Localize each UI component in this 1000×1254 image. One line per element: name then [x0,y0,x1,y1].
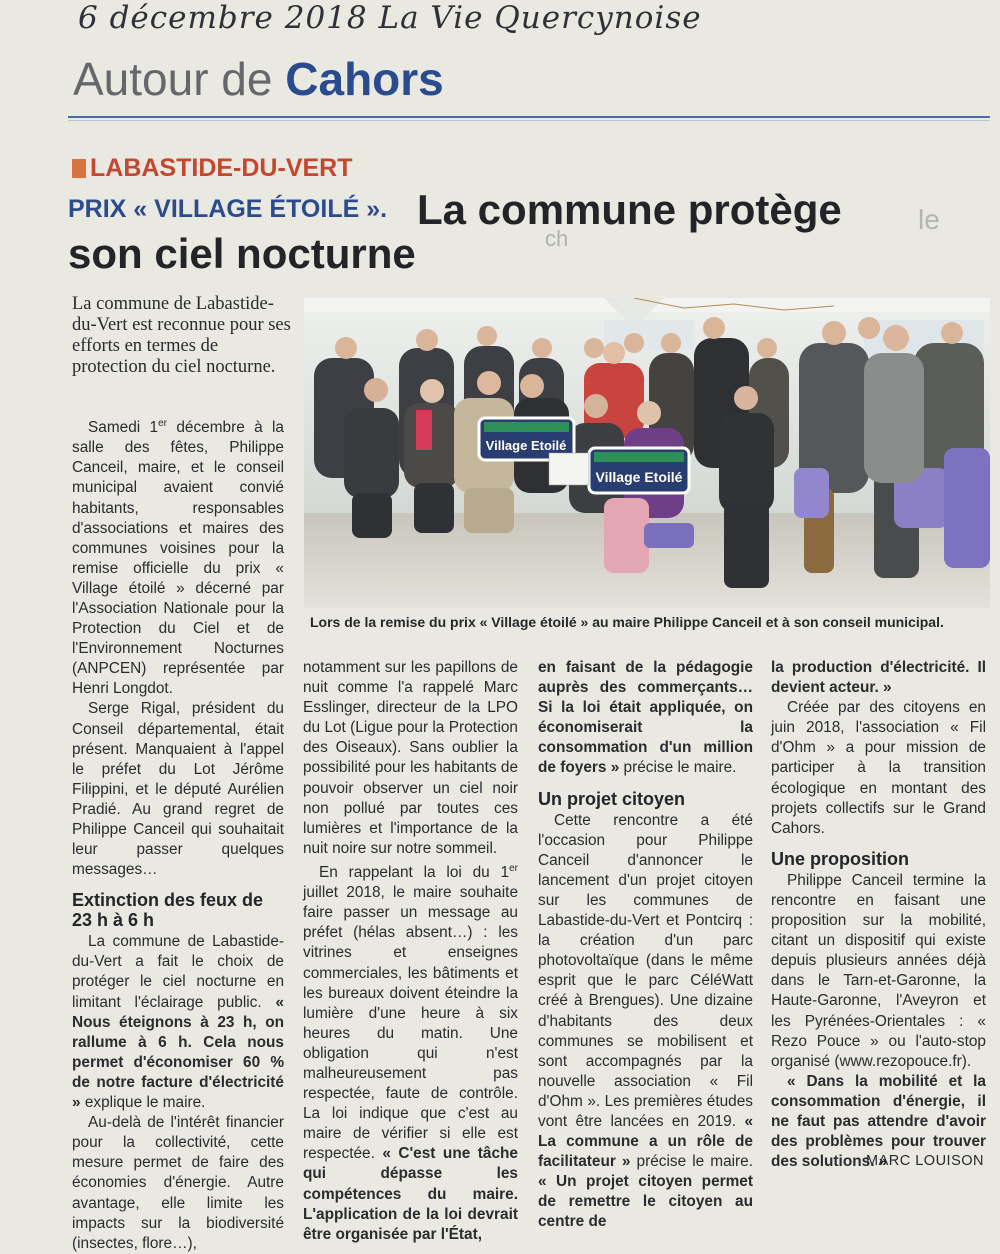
text-run: précise le maire. [630,1153,754,1171]
section-title-bold: Cahors [285,53,444,105]
paragraph [538,811,753,1233]
group-photo-illustration [304,298,990,608]
text-run: En rappelant la loi du 1 [319,864,510,882]
article-column-2 [303,658,518,1245]
section-title-light: Autour de [73,53,286,105]
article-column-1 [72,414,284,1254]
headline-line-1: La commune protège [417,186,842,233]
quote: « Nous éteignons à 23 h, on rallume à 6 h. Cela nous permet d'économiser 60 % de notre facture d'électricité » [72,993,284,1112]
subheading: Un projet citoyen [538,788,686,809]
dateline [72,154,353,183]
text-run: explique le maire. [80,1094,206,1112]
article-lead: La commune de Labastide-du-Vert est reconnue pour ses efforts en termes de protection du ciel nocturne. [72,294,291,377]
village-etoile-sign [589,448,689,493]
text-run: précise le maire. [619,759,737,777]
headline-line-2: son ciel nocturne [68,230,416,277]
quote: « C'est une tâche qui dépasse les compétences du maire. L'application de la loi devrait être organisée par l'État, [303,1145,518,1243]
dateline-text: LABASTIDE-DU-VERT [90,154,353,182]
section-rule [68,116,990,118]
superscript: er [509,862,518,874]
article-column-3 [538,658,753,1233]
text-run: juillet 2018, le maire souhaite faire passer un message au préfet (hélas absent…) : les vitrines et enseignes commerciales, les bâtiments et les bureaux doivent éteindre la lumière d'une heure à six heures du matin. Une obligation qui n'est malheureusement pas respectée, faute de contrôle. La loi indique que c'est au maire de vérifier si elle est respectée. [303,884,518,1163]
superscript: er [158,418,167,429]
photo-caption: Lors de la remise du prix « Village étoilé » au maire Philippe Canceil et à son conseil municipal. [310,614,944,630]
bleed-through-artifact: le [918,204,940,235]
handwritten-date-note: 6 décembre 2018 La Vie Quercynoise [78,0,702,36]
paragraph [771,658,986,698]
bleed-through-artifact: ch [545,226,569,251]
subheading: Extinction des feux de 23 h à 6 h [72,890,264,931]
paragraph: Serge Rigal, président du Conseil départemental, était présent. Manquaient à l'appel le préfet du Lot Jérôme Filippini, et le député Aurélien Pradié. Au grand regret de Philippe Canceil qui souhaitait leur passer quelques messages… [72,700,284,879]
sign-label: Village Etoilé [595,469,683,485]
headline-kicker: PRIX « VILLAGE ÉTOILÉ ». [68,195,388,223]
paragraph: Créée par des citoyens en juin 2018, l'association « Fil d'Ohm » a pour mission de participer à la transition écologique en montant des projets collectifs sur le Grand Cahors. [771,699,986,837]
paragraph: notamment sur les papillons de nuit comme l'a rappelé Marc Esslinger, directeur de la LPO du Lot (Ligue pour la Protection des Oiseaux). Sans oublier la possibilité pour les habitants de pouvoir observer un ciel noir non pollué par toutes ces lumières et l'importance de la nuit noire sur notre sommeil. [303,659,518,857]
text-run: Cette rencontre a été l'occasion pour Philippe Canceil d'annoncer le lancement d'un projet citoyen sur les communes de Labastide-du-Vert et Pontcirq : la création d'un parc photovoltaïque (dans le même esprit que le parc CéléWatt créé à Brengues). Une dizaine d'habitants des deux communes se mobilisent et sont accompagnés par la nouvelle association « Fil d'Ohm ». Les premières études vont être lancées en 2019. [538,811,753,1130]
section-rule-thin [68,120,990,121]
paragraph: Au-delà de l'intérêt financier pour la collectivité, cette mesure permet de faire des économies d'énergie. Autre avantage, elle limite les impacts sur la biodiversité (insectes, flore…), [72,1114,284,1252]
text-run: Samedi 1 [88,419,159,437]
quote: la production d'électricité. Il devient acteur. » [771,659,986,697]
square-bullet-icon [72,159,86,178]
paragraph: Philippe Canceil termine la rencontre en faisant une proposition sur la mobilité, citant un dispositif qui existe depuis plusieurs années déjà dans le Tarn-et-Garonne, la Haute-Garonne, l'Aveyron et les Pyrénées-Orientales : « Rezo Pouce » ou l'auto-stop organisé (www.rezopouce.fr). [771,871,986,1070]
quote: « La commune a un rôle de facilitateur » [538,1112,753,1171]
text-run: La commune de Labastide-du-Vert a fait le choix de protéger le ciel nocturne en limitant l'éclairage public. [72,933,284,1011]
paragraph [303,859,518,1245]
quote: en faisant de la pédagogie auprès des commerçants… Si la loi était appliquée, on économiserait la consommation d'un million de foyers » [538,659,753,777]
section-title [73,54,444,105]
text-run: décembre à la salle des fêtes, Philippe Canceil, maire, et le conseil municipal avaient convié habitants, responsables d'associations et maires des communes voisines pour la remise officielle du prix « Village étoilé » décerné par l'Association Nationale pour la Protection du Ciel et de l'Environnement Nocturnes (ANPCEN) représentée par Henri Longdot. [72,419,284,698]
paragraph [72,932,284,1113]
quote: « Dans la mobilité et la consommation d'énergie, il ne faut pas attendre d'avoir des problèmes pour trouver des solutions. » [771,1072,986,1171]
quote: « Un projet citoyen permet de remettre le citoyen au centre de [538,1173,753,1231]
paragraph [538,658,753,779]
article-photo [304,298,990,608]
subheading: Une proposition [771,848,909,869]
paragraph [72,414,284,699]
article-column-4 [771,658,986,1172]
certificate [549,453,589,485]
author-signature: MARC LOUISON [866,1153,984,1169]
sign-label: Village Etoilé [485,438,567,453]
